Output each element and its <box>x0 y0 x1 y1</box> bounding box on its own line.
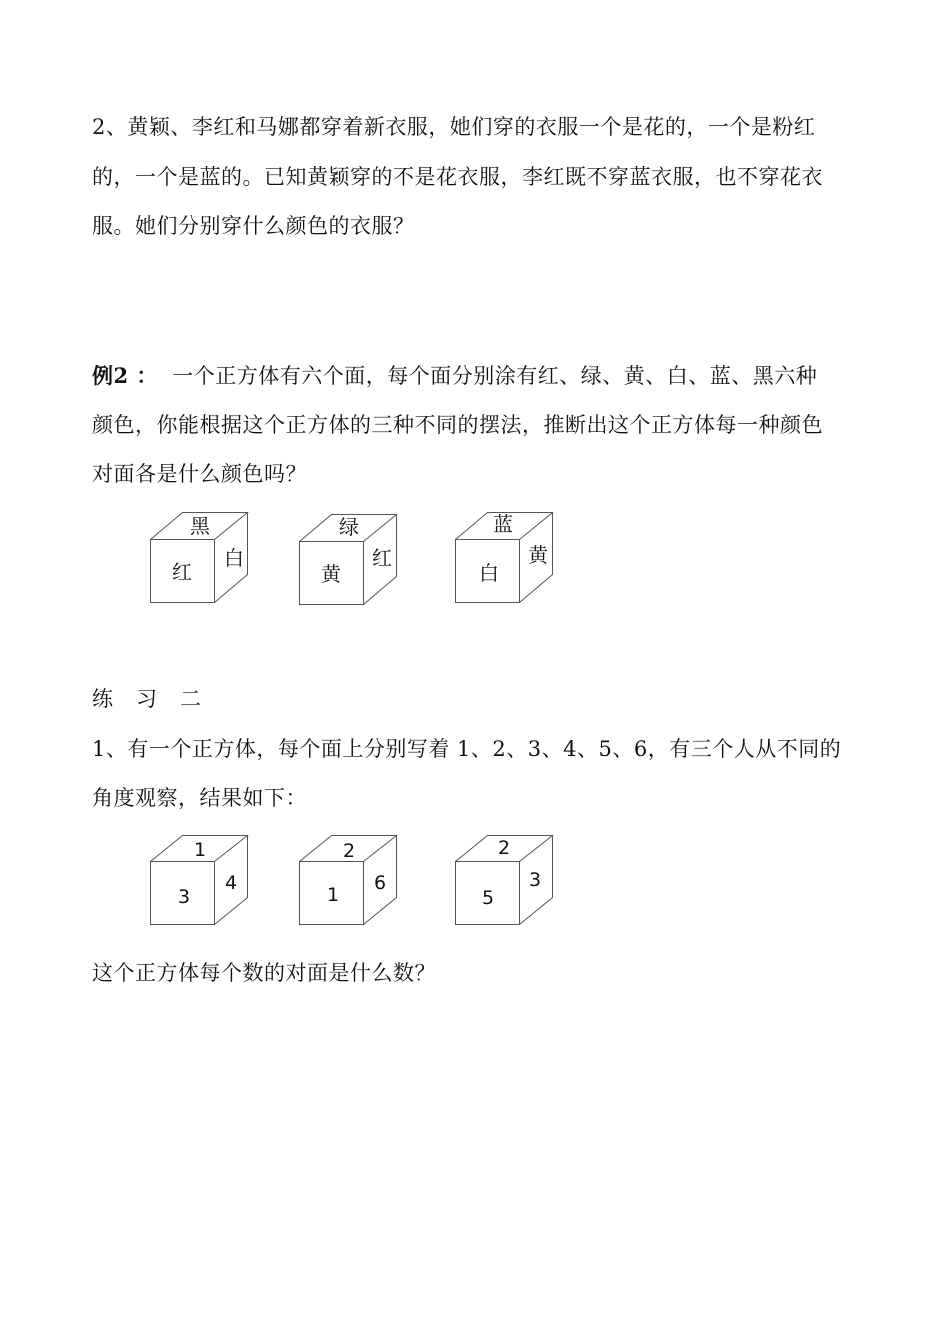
practice2-line-2: 角度观察，结果如下： <box>92 786 307 810</box>
color-cube-3 <box>455 512 565 612</box>
color-cube-2 <box>299 514 409 614</box>
cube-side-label: 3 <box>529 869 542 891</box>
cube-front-label: 红 <box>172 560 192 584</box>
cube-side-label: 黄 <box>528 543 548 567</box>
number-cube-1 <box>150 835 260 935</box>
number-cube-2 <box>299 835 409 935</box>
example2-line-3: 对面各是什么颜色吗？ <box>92 462 307 486</box>
cube-top-label: 2 <box>498 837 511 859</box>
number-cube-3 <box>455 835 565 935</box>
problem2-line-3: 服。她们分别穿什么颜色的衣服？ <box>92 214 415 238</box>
example2-label: 例2 ： <box>92 363 158 388</box>
cube-top-label: 绿 <box>339 515 359 539</box>
cube-top-label: 1 <box>194 839 207 861</box>
cube-side-label: 红 <box>372 546 392 570</box>
example2-line-1 <box>92 363 817 389</box>
practice2-heading: 练 习 二 <box>92 687 202 711</box>
color-cube-1 <box>150 512 260 612</box>
cube-front-label: 白 <box>479 561 499 585</box>
practice2-line-1: 1、有一个正方体，每个面上分别写着 1、2、3、4、5、6，有三个人从不同的 <box>92 737 842 761</box>
cube-side-label: 白 <box>224 546 244 570</box>
cube-top-label: 蓝 <box>493 512 513 536</box>
cube-front-label: 1 <box>327 884 340 906</box>
example2-line-2: 颜色，你能根据这个正方体的三种不同的摆法，推断出这个正方体每一种颜色 <box>92 413 823 437</box>
cube-front-label: 5 <box>482 887 495 909</box>
example2-text-1: 一个正方体有六个面，每个面分别涂有红、绿、黄、白、蓝、黑六种 <box>172 364 818 388</box>
problem2-line-2: 的，一个是蓝的。已知黄颖穿的不是花衣服，李红既不穿蓝衣服，也不穿花衣 <box>92 165 823 189</box>
cube-top-label: 黑 <box>190 514 210 538</box>
cube-side-label: 4 <box>225 872 238 894</box>
cube-top-label: 2 <box>343 840 356 862</box>
cube-side-label: 6 <box>374 872 387 894</box>
problem2-line-1: 2、黄颖、李红和马娜都穿着新衣服，她们穿的衣服一个是花的，一个是粉红 <box>92 115 816 139</box>
practice2-question: 这个正方体每个数的对面是什么数？ <box>92 961 436 985</box>
cube-front-label: 黄 <box>321 562 341 586</box>
cube-front-label: 3 <box>178 886 191 908</box>
